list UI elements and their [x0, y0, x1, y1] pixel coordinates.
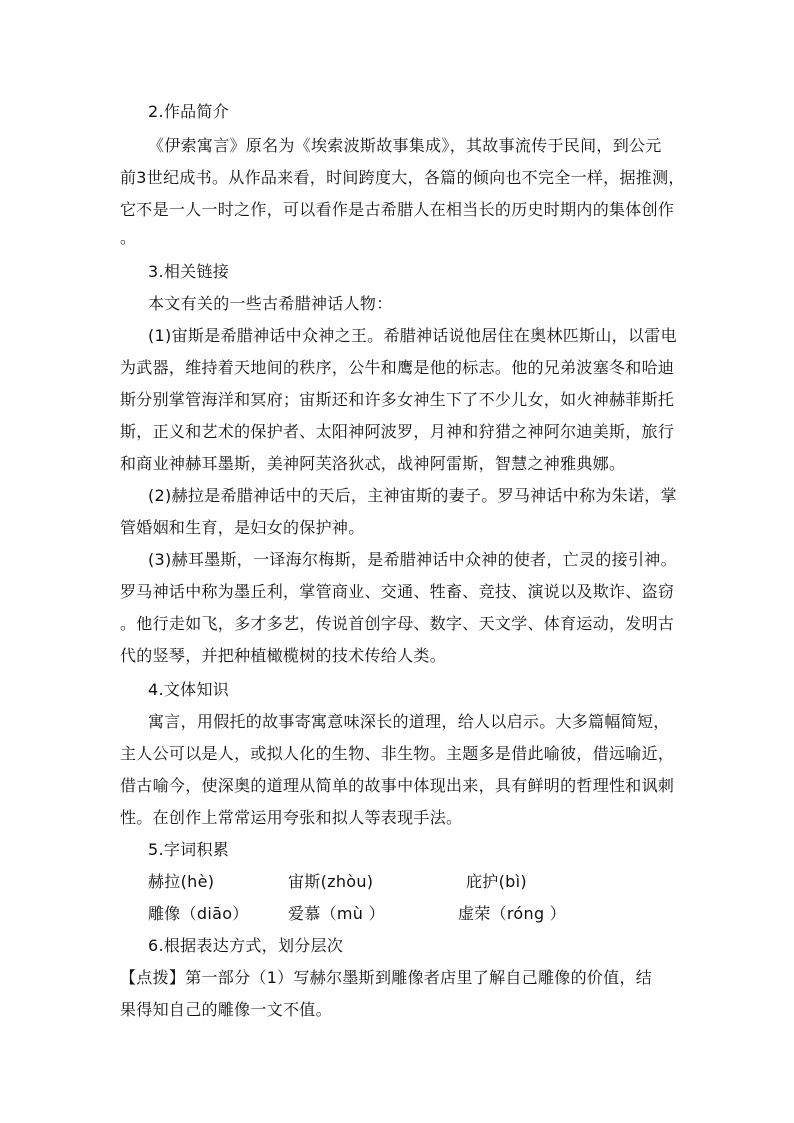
paragraph-line: 前3世纪成书。从作品来看，时间跨度大，各篇的倾向也不完全一样，据推测， — [120, 168, 685, 187]
vocab-item: 赫拉(hè) — [148, 872, 215, 891]
vocab-item: 雕像（diāo） — [148, 904, 249, 923]
paragraph-line: 它不是一人一时之作，可以看作是古希腊人在相当长的历史时期内的集体创作 — [120, 200, 675, 219]
paragraph-line: 性。在创作上常常运用夸张和拟人等表现手法。 — [120, 808, 463, 827]
paragraph-line: (1)宙斯是希腊神话中众神之王。希腊神话说他居住在奥林匹斯山，以雷电 — [148, 326, 677, 345]
paragraph-line: 。 — [120, 228, 137, 247]
section-3-heading: 3.相关链接 — [148, 262, 230, 281]
vocab-item: 爱慕（mù ） — [288, 904, 385, 923]
paragraph-line: 斯分别掌管海洋和冥府；宙斯还和许多女神生下了不少儿女，如火神赫菲斯托 — [120, 390, 675, 409]
paragraph-line: 罗马神话中称为墨丘利，掌管商业、交通、牲畜、竞技、演说以及欺诈、盗窃 — [120, 582, 675, 601]
paragraph-line: 为武器，维持着天地间的秩序，公牛和鹰是他的标志。他的兄弟波塞冬和哈迪 — [120, 358, 675, 377]
paragraph-line: 主人公可以是人，或拟人化的生物、非生物。主题多是借此喻彼，借远喻近， — [120, 744, 675, 763]
paragraph-line: 。他行走如飞，多才多艺，传说首创字母、数字、天文学、体育运动，发明古 — [120, 614, 675, 633]
paragraph-line: 代的竖琴，并把种植橄榄树的技术传给人类。 — [120, 646, 447, 665]
paragraph-line: 借古喻今，使深奥的道理从简单的故事中体现出来，具有鲜明的哲理性和讽刺 — [120, 776, 675, 795]
paragraph-line: (2)赫拉是希腊神话中的天后，主神宙斯的妻子。罗马神话中称为朱诺，掌 — [148, 486, 677, 505]
paragraph-line: 寓言，用假托的故事寄寓意味深长的道理，给人以启示。大多篇幅简短， — [148, 712, 670, 731]
vocab-item: 虚荣（róng ） — [458, 904, 567, 923]
paragraph-line: 管婚姻和生育，是妇女的保护神。 — [120, 518, 365, 537]
section-5-heading: 5.字词积累 — [148, 840, 230, 859]
paragraph-line: 果得知自己的雕像一文不值。 — [120, 1000, 332, 1019]
section-6-heading: 6.根据表达方式，划分层次 — [148, 936, 344, 955]
paragraph-line: 和商业神赫耳墨斯，美神阿芙洛狄忒，战神阿雷斯，智慧之神雅典娜。 — [120, 454, 626, 473]
paragraph-line: 斯，正义和艺术的保护者、太阳神阿波罗，月神和狩猎之神阿尔迪美斯，旅行 — [120, 422, 675, 441]
paragraph-line: (3)赫耳墨斯，一译海尔梅斯，是希腊神话中众神的使者，亡灵的接引神。 — [148, 550, 677, 569]
section-2-heading: 2.作品简介 — [148, 102, 230, 121]
vocab-item: 宙斯(zhòu) — [288, 872, 374, 891]
paragraph-line: 《伊索寓言》原名为《埃索波斯故事集成》，其故事流传于民间，到公元 — [148, 136, 662, 155]
paragraph-line: 【点拨】第一部分（1）写赫尔墨斯到雕像者店里了解自己雕像的价值，结 — [120, 968, 653, 987]
paragraph-line: 本文有关的一些古希腊神话人物： — [148, 294, 393, 313]
vocab-item: 庇护(bì) — [466, 872, 527, 891]
section-4-heading: 4.文体知识 — [148, 680, 230, 699]
